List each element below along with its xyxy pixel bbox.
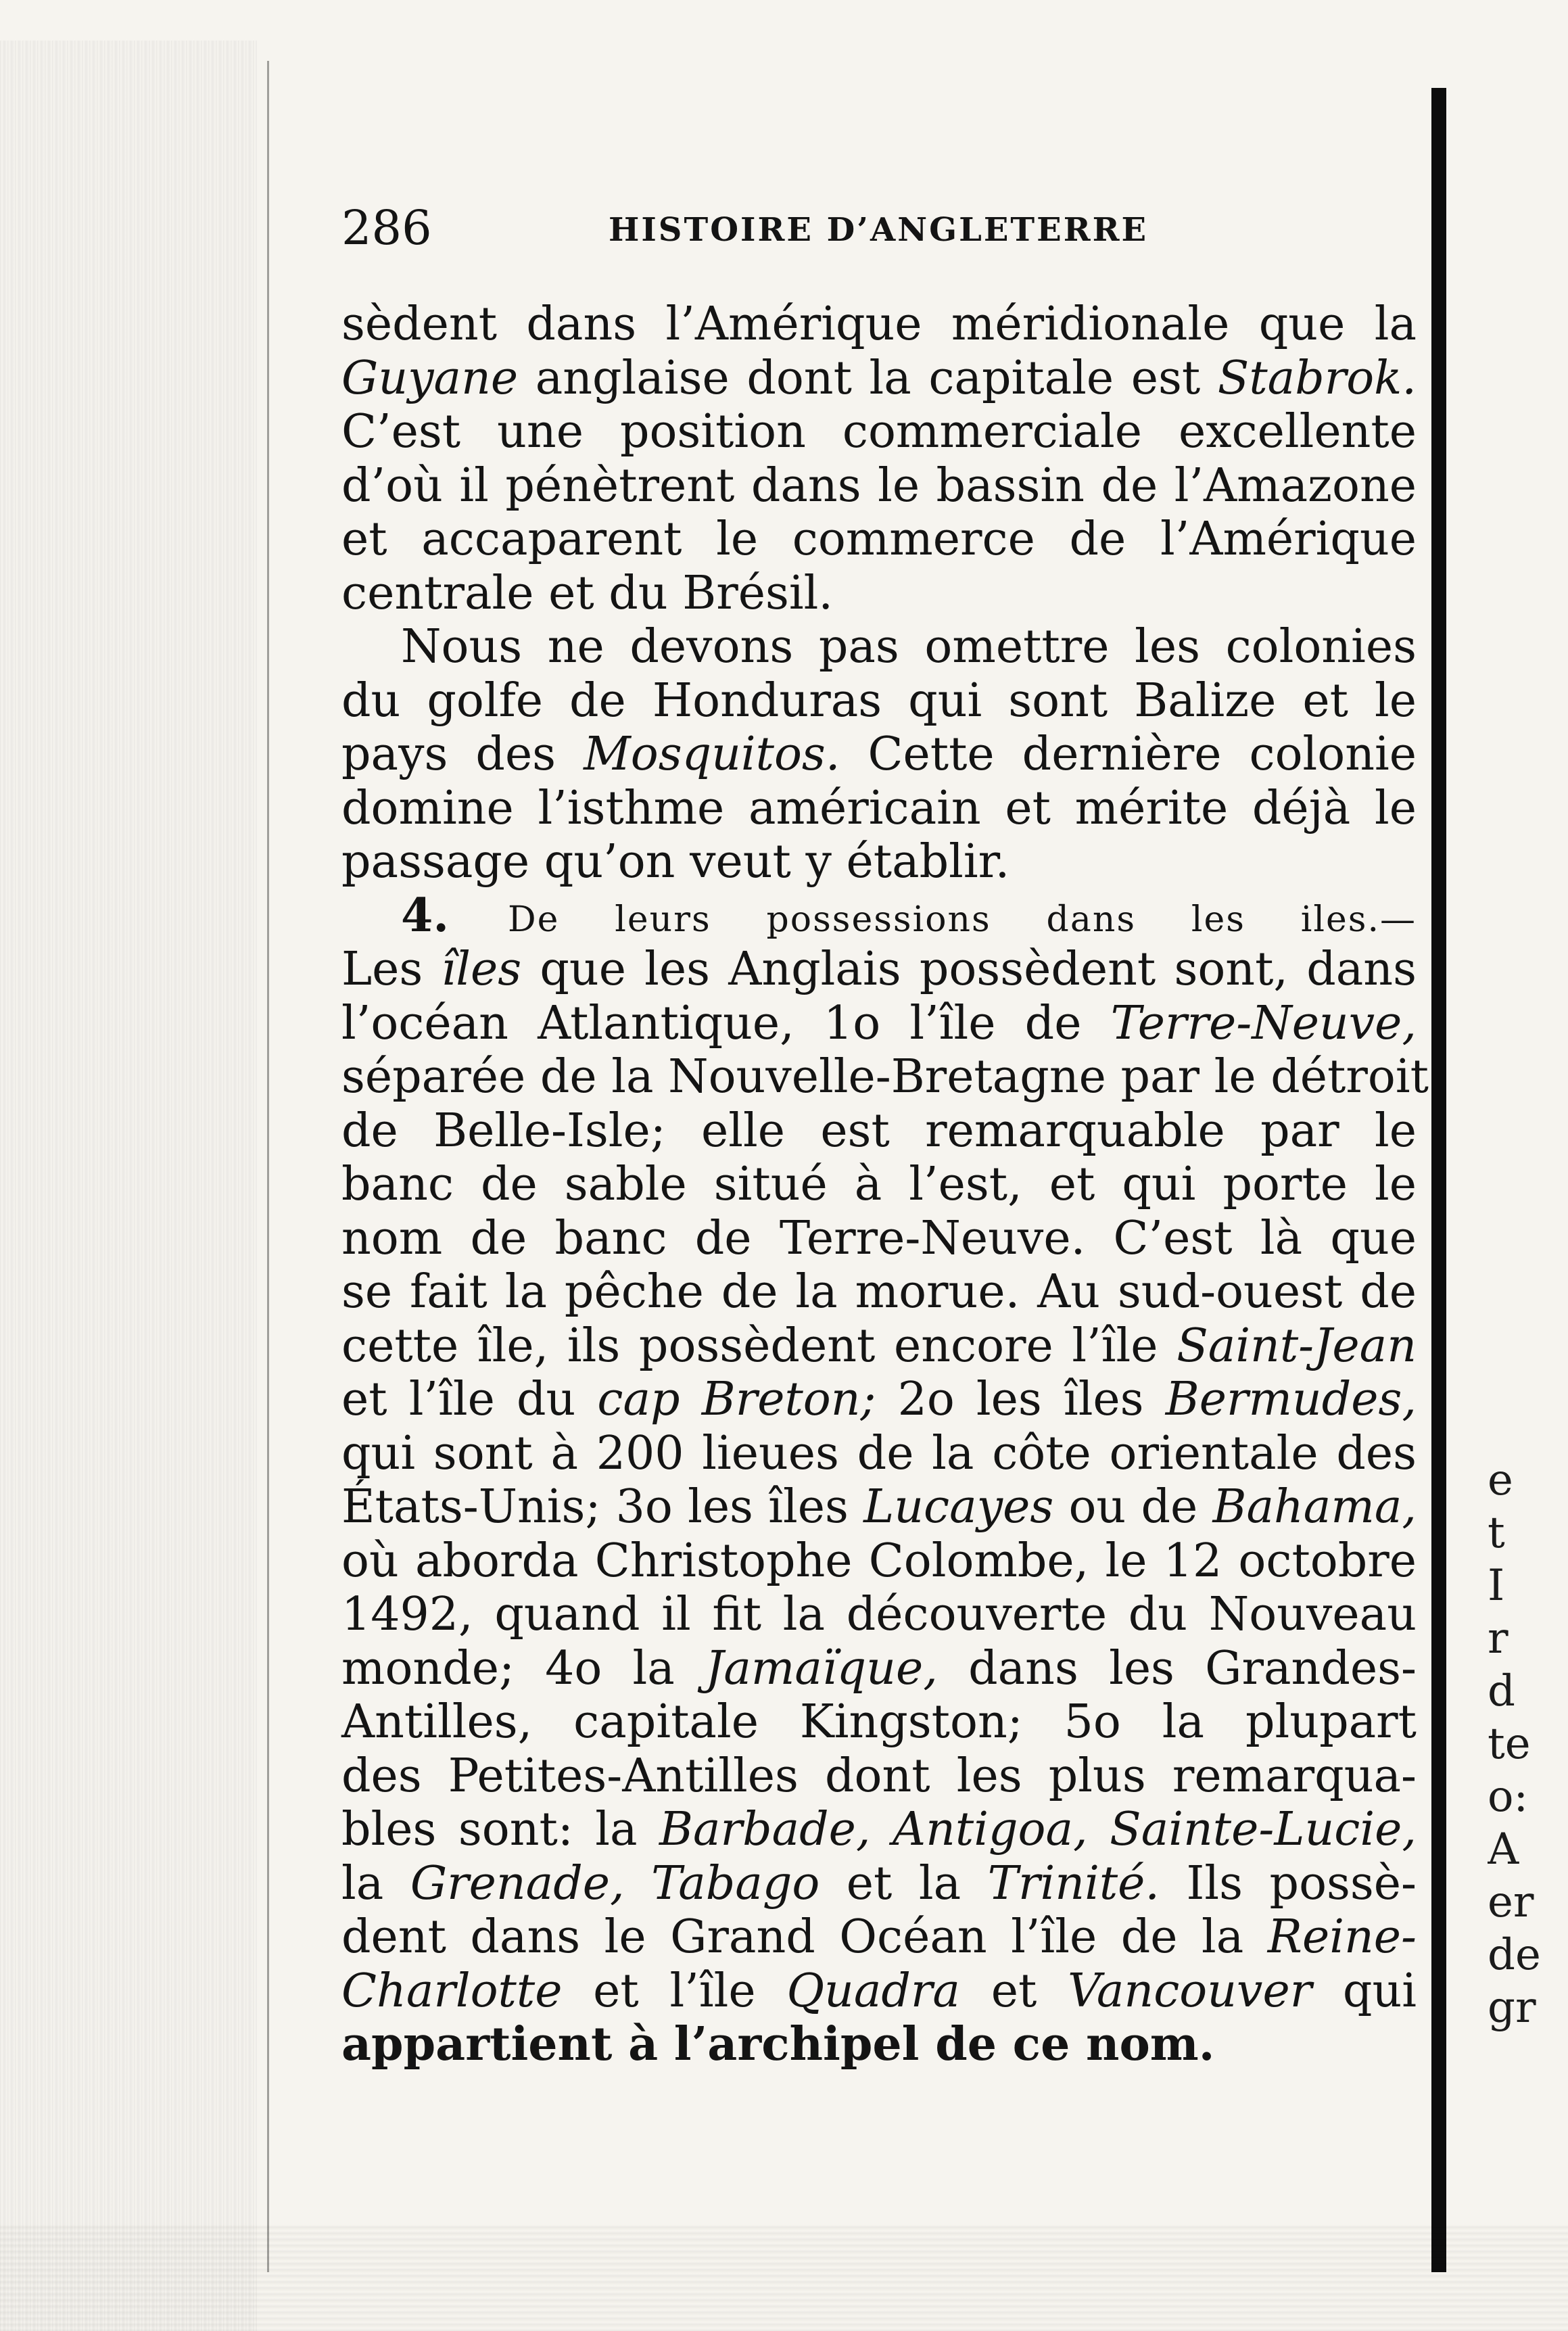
text-line: se fait la pêche de la morue. Au sud-ouest de bbox=[341, 1265, 1417, 1319]
text-line: pays des Mosquitos. Cette dernière colonie bbox=[341, 728, 1417, 781]
fragment: e bbox=[1488, 1455, 1513, 1505]
fragment: de bbox=[1488, 1930, 1541, 1980]
section-heading: De leurs possessions dans les iles.— bbox=[507, 899, 1417, 940]
text-line: et accaparent le commerce de l’Amérique bbox=[341, 513, 1417, 566]
text-line: bles sont: la Barbade, Antigoa, Sainte-Lucie, bbox=[341, 1803, 1417, 1856]
text-line: États-Unis; 3o les îles Lucayes ou de Bahama, bbox=[341, 1480, 1417, 1534]
fragment: gr bbox=[1488, 1983, 1536, 2033]
text-line: domine l’isthme américain et mérite déjà le bbox=[341, 781, 1417, 835]
fragment: A bbox=[1488, 1824, 1519, 1875]
text-line: sèdent dans l’Amérique méridionale que la bbox=[341, 298, 1417, 351]
body-text bbox=[341, 298, 1429, 2072]
text-line: appartient à l’archipel de ce nom. bbox=[341, 2017, 1215, 2071]
section-heading-line: 4. De leurs possessions dans les iles.— bbox=[401, 888, 1417, 943]
text-line: nom de banc de Terre-Neuve. C’est là que bbox=[341, 1211, 1417, 1265]
text-line: cette île, ils possèdent encore l’île Saint-Jean bbox=[341, 1319, 1417, 1373]
scan-bottom-noise bbox=[0, 2225, 1568, 2331]
page-number: 286 bbox=[341, 200, 432, 256]
text-line: monde; 4o la Jamaïque, dans les Grandes- bbox=[341, 1641, 1417, 1695]
text-line: banc de sable situé à l’est, et qui porte le bbox=[341, 1158, 1417, 1211]
text-line: C’est une position commerciale excellente bbox=[341, 405, 1417, 458]
page-gutter-line bbox=[267, 61, 269, 2272]
text-line: d’où il pénètrent dans le bassin de l’Amazone bbox=[341, 458, 1417, 513]
running-title: HISTOIRE D’ANGLETERRE bbox=[609, 211, 1149, 249]
fragment: t bbox=[1488, 1508, 1505, 1558]
text-line: Nous ne devons pas omettre les colonies bbox=[401, 620, 1417, 674]
text-line: et l’île du cap Breton; 2o les îles Bermudes, bbox=[341, 1373, 1417, 1426]
text-line: l’océan Atlantique, 1o l’île de Terre-Neuve, bbox=[341, 996, 1417, 1050]
text-line: la Grenade, Tabago et la Trinité. Ils possè- bbox=[341, 1856, 1417, 1910]
text-line: séparée de la Nouvelle-Bretagne par le détroit bbox=[341, 1050, 1429, 1104]
text-line: centrale et du Brésil. bbox=[341, 566, 833, 620]
text-line: de Belle-Isle; elle est remarquable par le bbox=[341, 1104, 1417, 1158]
text-line: du golfe de Honduras qui sont Balize et le bbox=[341, 674, 1417, 728]
text-line: passage qu’on veut y établir. bbox=[341, 835, 1010, 889]
text-line: Guyane anglaise dont la capitale est Stabrok. bbox=[341, 351, 1417, 405]
page-header bbox=[341, 197, 1417, 258]
facing-page-edge bbox=[1431, 88, 1446, 2272]
text-line: où aborda Christophe Colombe, le 12 octobre bbox=[341, 1534, 1417, 1588]
fragment: er bbox=[1488, 1877, 1534, 1927]
fragment: I bbox=[1488, 1561, 1505, 1611]
text-line: des Petites-Antilles dont les plus remarqua- bbox=[341, 1749, 1417, 1803]
fragment: o: bbox=[1488, 1772, 1529, 1822]
fragment: d bbox=[1488, 1666, 1515, 1716]
text-line: Antilles, capitale Kingston; 5o la plupart bbox=[341, 1695, 1417, 1749]
scan-left-edge bbox=[0, 41, 257, 2331]
text-line: Charlotte et l’île Quadra et Vancouver qui bbox=[341, 1964, 1417, 2018]
fragment: r bbox=[1488, 1614, 1508, 1664]
text-line: 1492, quand il fit la découverte du Nouveau bbox=[341, 1588, 1417, 1641]
fragment: te bbox=[1488, 1719, 1531, 1769]
facing-page-fragments bbox=[1488, 1454, 1568, 2034]
text-line: qui sont à 200 lieues de la côte orientale des bbox=[341, 1426, 1417, 1480]
text-line: dent dans le Grand Océan l’île de la Reine- bbox=[341, 1910, 1417, 1964]
text-line: Les îles que les Anglais possèdent sont, dans bbox=[341, 943, 1417, 996]
